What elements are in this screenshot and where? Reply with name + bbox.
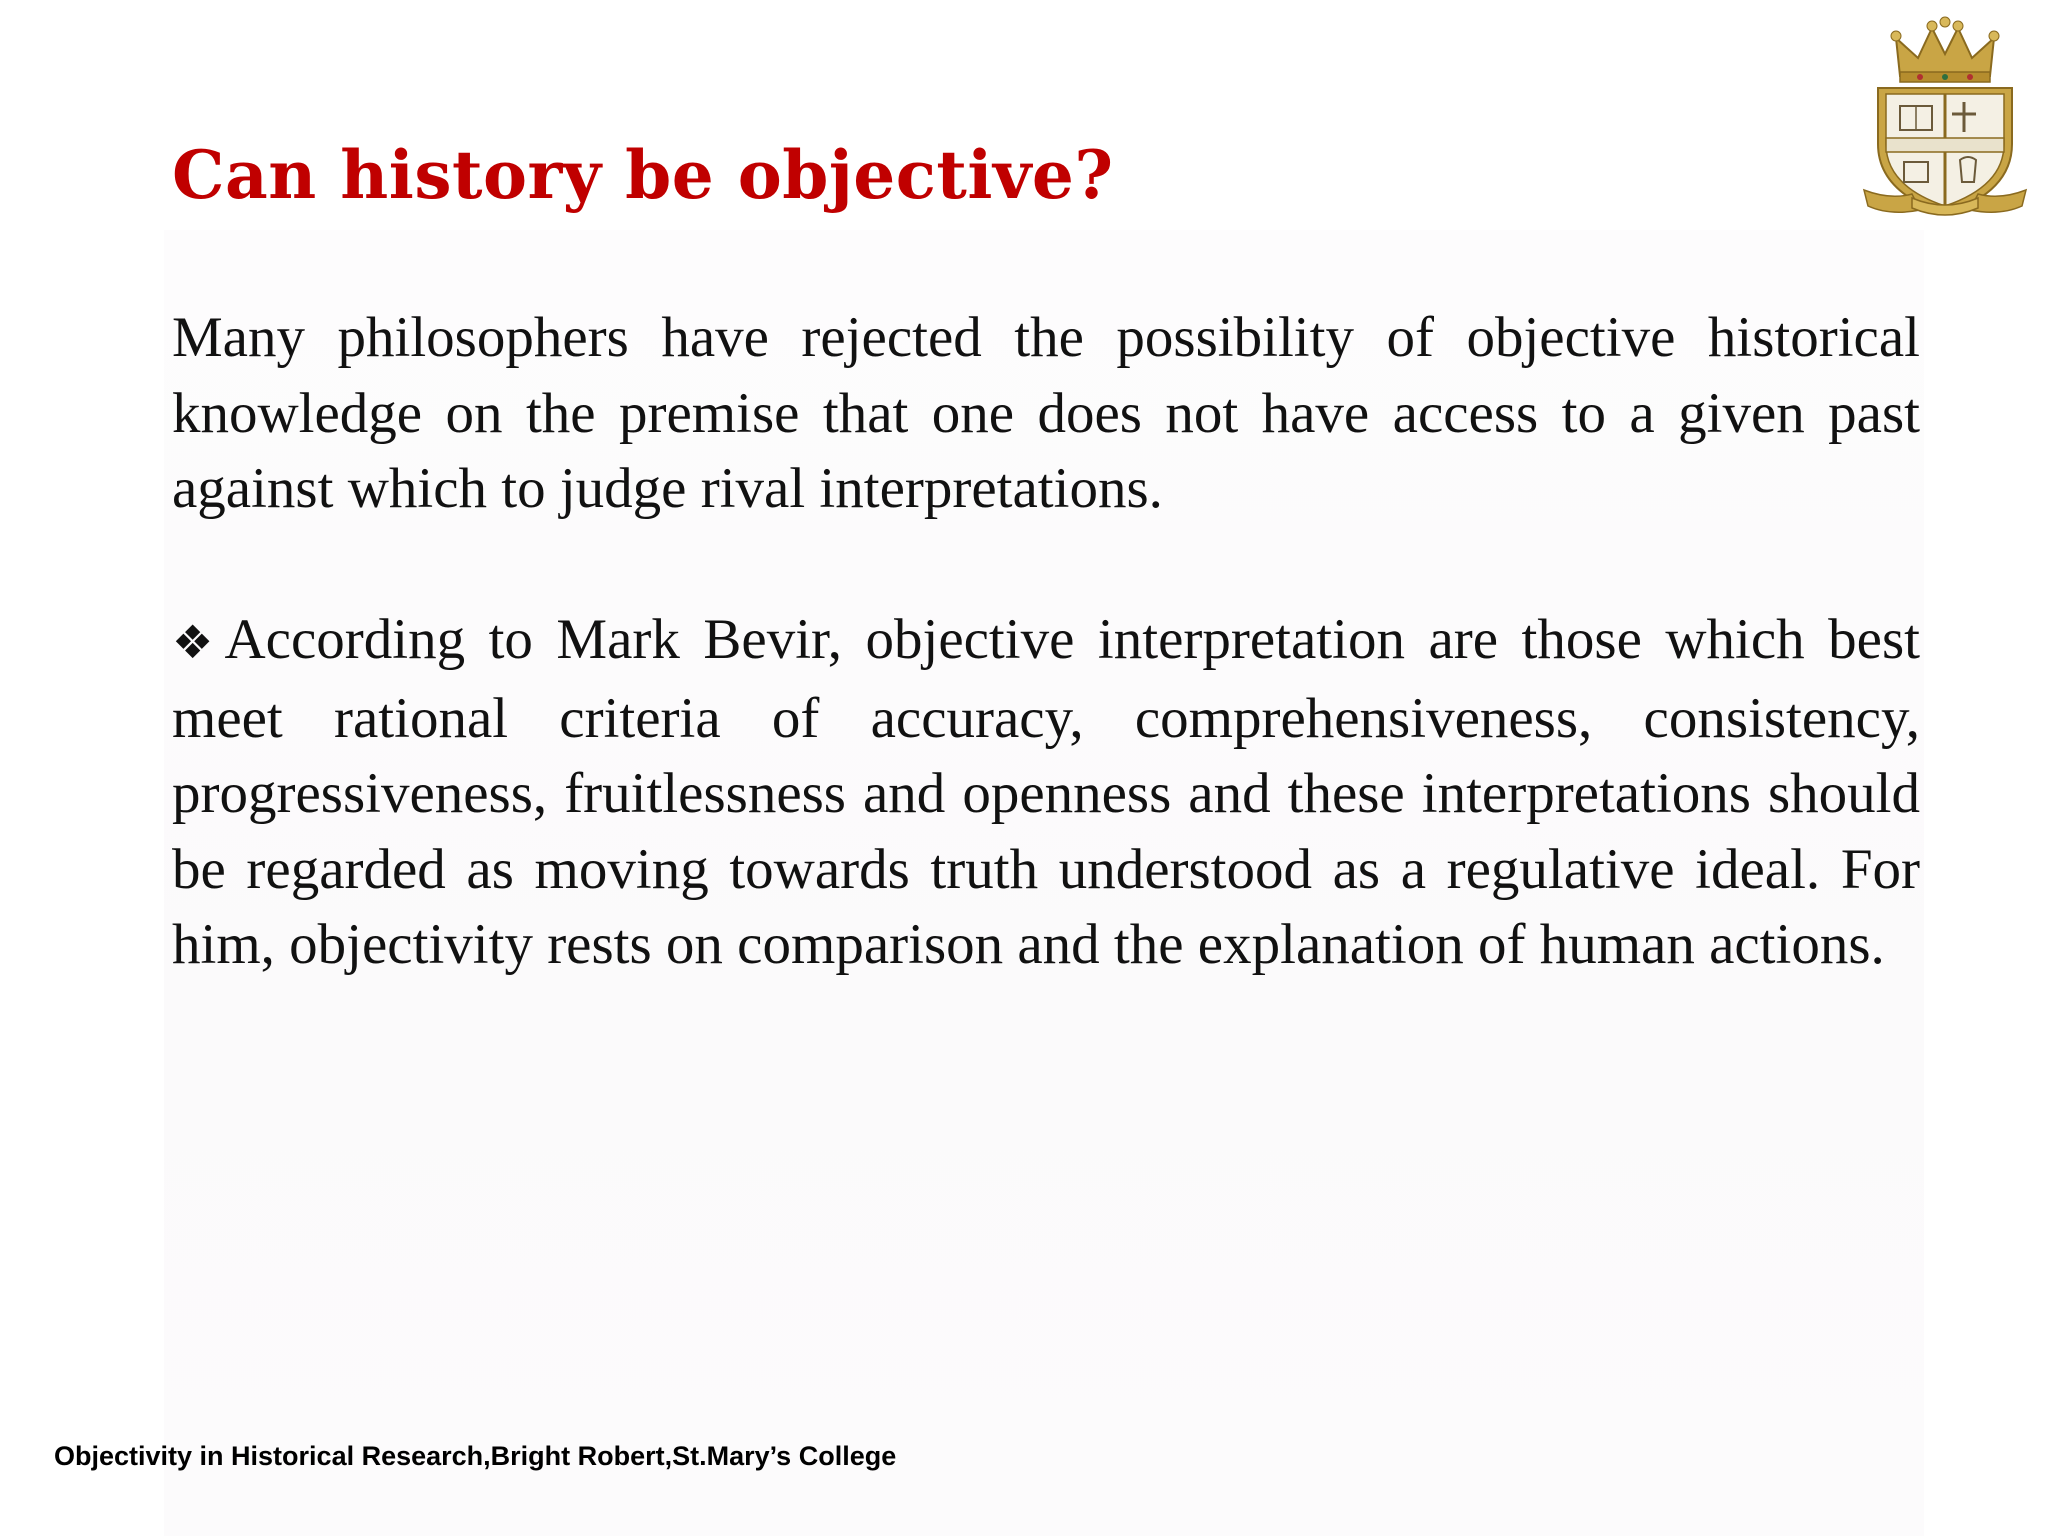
shield-icon — [1878, 88, 2012, 214]
paragraph-bevir-text: According to Mark Bevir, objective interpretation are those which best meet rational criteria of accuracy, comprehensiveness, consistency, progressiveness, fruitlessness and openness and these interpretations should be regarded as moving towards truth understood as a regulative ideal. For him, objectivity rests on comparison and the explanation of human actions. — [172, 608, 1920, 976]
slide-title: Can history be objective? — [172, 136, 1114, 214]
diamond-bullet-icon: ❖ — [172, 615, 223, 669]
college-crest-icon — [1860, 14, 2030, 224]
footer-credit: Objectivity in Historical Research,Bright Robert,St.Mary’s College — [54, 1441, 897, 1471]
crown-icon — [1891, 17, 1999, 82]
paragraph-bevir — [172, 602, 1920, 983]
paragraph-intro: Many philosophers have rejected the possibility of objective historical knowledge on the premise that one does not have access to a given past against which to judge rival interpretations. — [172, 306, 1920, 520]
